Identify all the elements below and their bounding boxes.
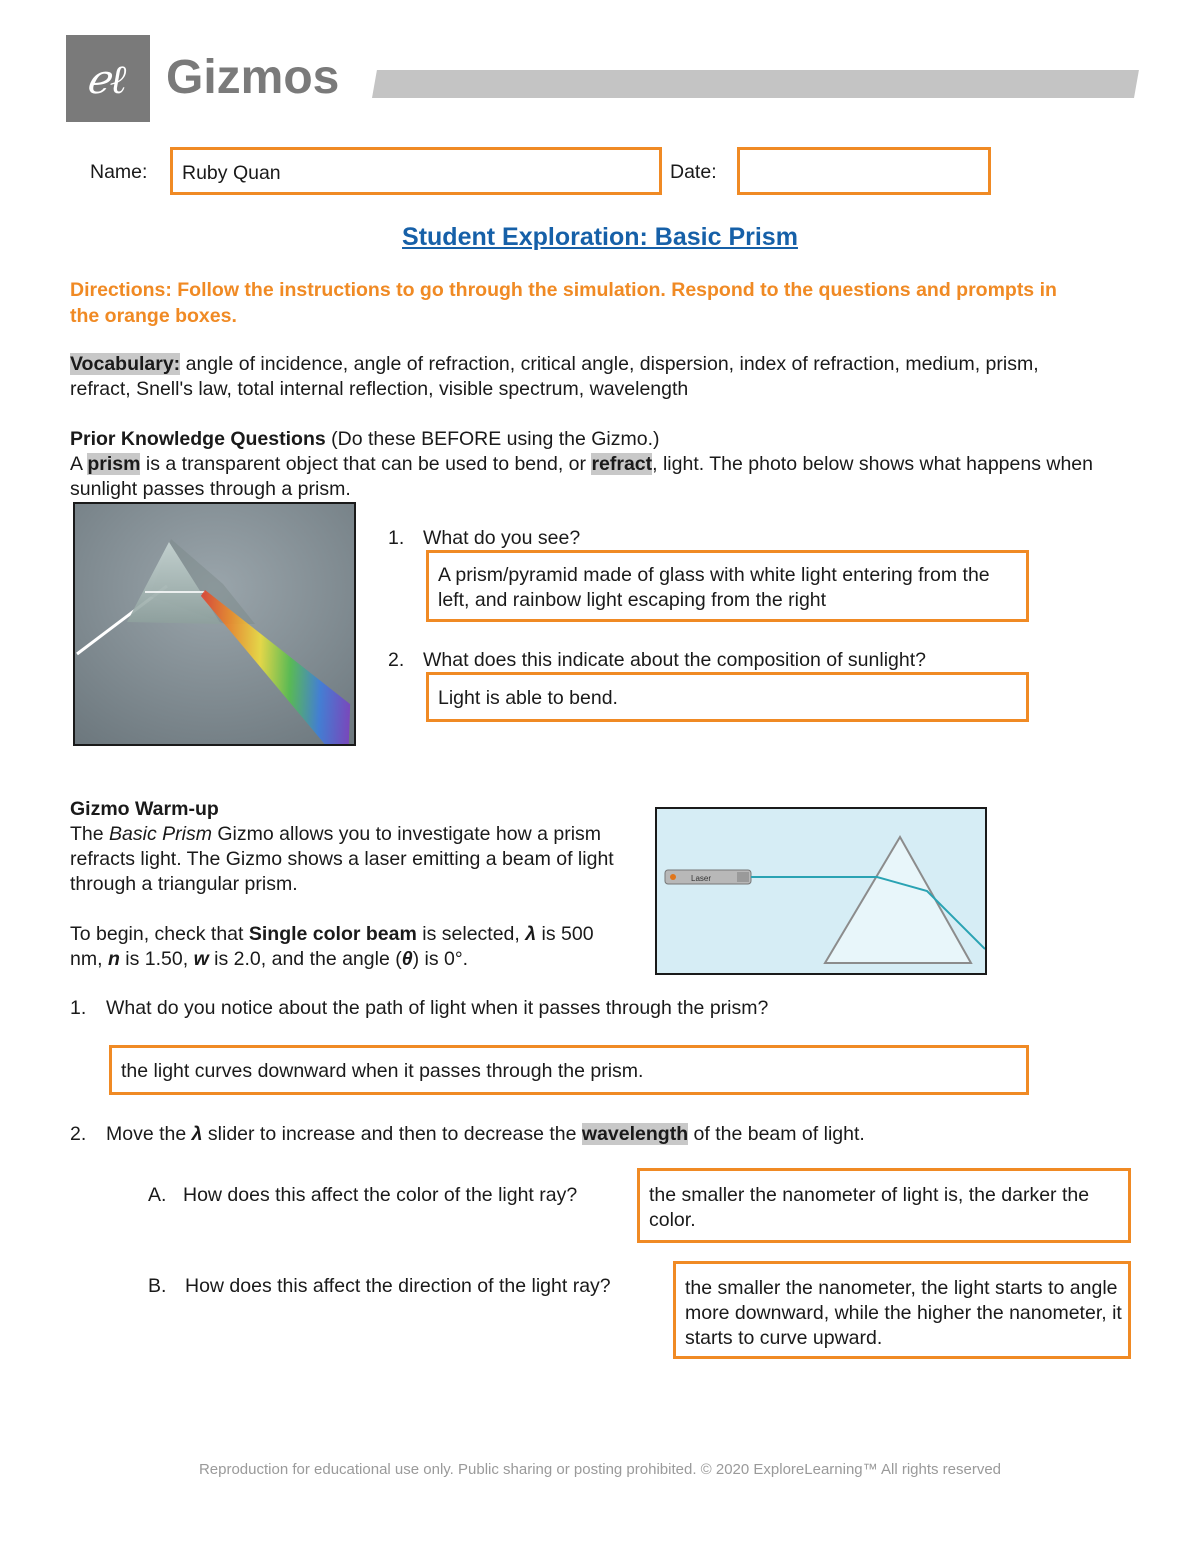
date-field[interactable] (737, 147, 991, 195)
prior-a1-text: A prism/pyramid made of glass with white light entering from the left, and rainbow light escaping from the right (438, 564, 990, 611)
directions: Directions: Follow the instructions to go through the simulation. Respond to the questions and prompts in the orange boxes. (70, 279, 1057, 327)
theta-symbol: θ (401, 948, 413, 970)
prior-q1-text: What do you see? (423, 527, 581, 549)
prior-intro-b: is a transparent object that can be used to bend, or (140, 453, 592, 475)
vocabulary-paragraph (70, 352, 1100, 402)
name-field[interactable] (170, 147, 662, 195)
warmup-q2-text (106, 1122, 1006, 1147)
prior-a2-text: Light is able to bend. (438, 687, 618, 709)
prism-photo (73, 502, 356, 746)
warmup-q2-c: of the beam of light. (688, 1123, 865, 1145)
warmup-p2-f: ) is 0°. (412, 948, 469, 970)
warmup-p1-a: The (70, 823, 110, 845)
w-symbol: w (193, 948, 209, 970)
n-symbol: n (107, 948, 120, 970)
warmup-p1-b: Gizmo allows you to investigate how a prism refracts light. The Gizmo shows a laser emitting a beam of light through a triangular prism. (70, 823, 614, 895)
warmup-p2-c: is 500 nm, (70, 923, 594, 970)
warmup-paragraph-1 (70, 822, 630, 897)
term-prism: prism (87, 453, 141, 475)
term-refract: refract (591, 453, 653, 475)
warmup-qA-number: A. (148, 1184, 167, 1206)
warmup-heading: Gizmo Warm-up (70, 798, 219, 820)
header-bar (372, 70, 1139, 98)
prior-knowledge-section (70, 427, 1110, 502)
name-label: Name: (90, 161, 148, 183)
prior-q2-text: What does this indicate about the composition of sunlight? (423, 649, 926, 671)
vocabulary-label: Vocabulary: (70, 353, 181, 375)
laser-device (665, 870, 751, 884)
lambda-symbol: λ (525, 923, 537, 945)
lambda-slider-symbol: λ (191, 1123, 203, 1145)
warmup-qB-number: B. (148, 1275, 167, 1297)
vocabulary-text: angle of incidence, angle of refraction, critical angle, dispersion, index of refraction, medium, prism, refract, Snell's law, total internal reflection, visible spectrum, wavelength (70, 353, 1039, 400)
prior-intro (70, 452, 1110, 502)
warmup-aA-text: the smaller the nanometer of light is, the darker the color. (649, 1184, 1090, 1231)
laser-label: Laser (691, 874, 712, 883)
warmup-q1-number: 1. (70, 997, 87, 1019)
warmup-aA-box[interactable] (637, 1168, 1131, 1243)
warmup-a1-text: the light curves downward when it passes through the prism. (121, 1060, 644, 1082)
prior-q1-number: 1. (388, 527, 405, 549)
prior-heading-note: (Do these BEFORE using the Gizmo.) (325, 428, 660, 450)
warmup-p2-e: is 2.0, and the angle ( (208, 948, 402, 970)
footer: Reproduction for educational use only. Public sharing or posting prohibited. © 2020 ExploreLearning™ All rights reserved (198, 1461, 1002, 1478)
prior-q2-number: 2. (388, 649, 405, 671)
page-title: Student Exploration: Basic Prism (402, 223, 798, 251)
prior-a2-box[interactable] (426, 672, 1029, 722)
prior-intro-c: , light. The photo below shows what happens when sunlight passes through a prism. (70, 453, 1093, 500)
term-wavelength: wavelength (581, 1123, 689, 1145)
prior-heading: Prior Knowledge Questions (70, 428, 326, 450)
warmup-p2-b: is selected, (416, 923, 526, 945)
warmup-aB-text: the smaller the nanometer, the light starts to angle more downward, while the higher the nanometer, it starts to curve upward. (685, 1277, 1122, 1349)
logo-box (66, 35, 150, 122)
warmup-p2-d: is 1.50, (119, 948, 194, 970)
svg-text:ℯℓ: ℯℓ (86, 57, 127, 103)
warmup-qA-text: How does this affect the color of the light ray? (183, 1184, 578, 1206)
warmup-q1-text: What do you notice about the path of light when it passes through the prism? (106, 997, 769, 1019)
prior-a1-box[interactable] (426, 550, 1029, 622)
warmup-q2-b: slider to increase and then to decrease the (202, 1123, 582, 1145)
warmup-section (70, 797, 630, 972)
warmup-a1-box[interactable] (109, 1045, 1029, 1095)
gizmo-name: Basic Prism (109, 823, 212, 845)
prior-intro-a: A (70, 453, 88, 475)
warmup-p2-a: To begin, check that (70, 923, 249, 945)
warmup-q2-a: Move the (106, 1123, 192, 1145)
logo-text: Gizmos (166, 51, 340, 104)
name-value: Ruby Quan (182, 162, 281, 184)
explore-learning-logo-icon (66, 35, 150, 122)
single-color-beam: Single color beam (248, 923, 417, 945)
warmup-aB-box[interactable] (673, 1261, 1131, 1359)
warmup-q2-number: 2. (70, 1123, 87, 1145)
gizmo-simulation-image (655, 807, 987, 975)
warmup-qB-text: How does this affect the direction of the light ray? (185, 1275, 611, 1297)
date-label: Date: (670, 161, 717, 183)
warmup-paragraph-2 (70, 922, 630, 972)
